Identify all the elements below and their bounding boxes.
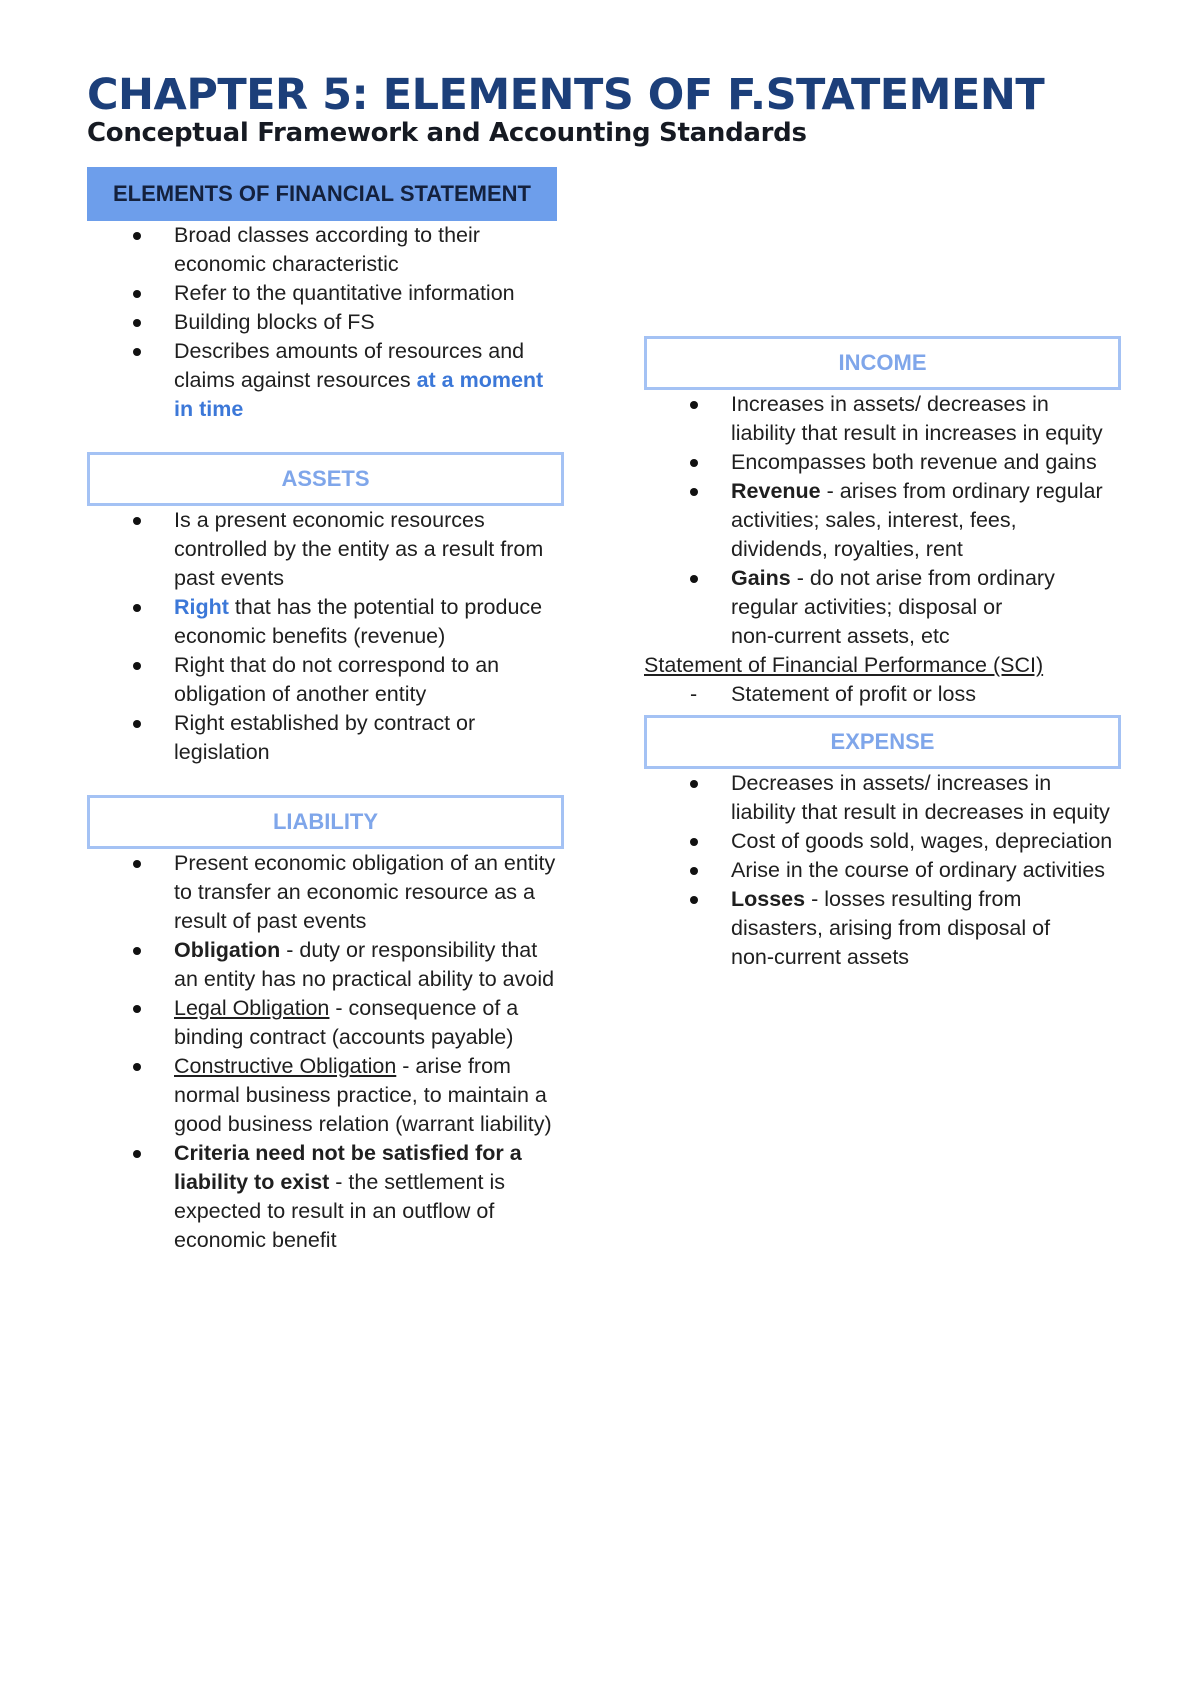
income-list bbox=[644, 390, 1129, 651]
item-text: economic benefits (revenue) bbox=[174, 624, 446, 648]
list-item bbox=[87, 308, 567, 337]
item-text: - arise from bbox=[396, 1054, 511, 1078]
item-text: liability that result in increases in equity bbox=[731, 421, 1103, 445]
item-text: Cost of goods sold, wages, depreciation bbox=[731, 829, 1113, 853]
item-text: Increases in assets/ decreases in bbox=[731, 392, 1049, 416]
list-item bbox=[87, 994, 567, 1052]
item-text: controlled by the entity as a result from bbox=[174, 537, 544, 561]
item-key: Right bbox=[174, 595, 229, 619]
list-item bbox=[87, 709, 567, 767]
list-item bbox=[644, 564, 1129, 651]
item-text: regular activities; disposal or bbox=[731, 595, 1003, 619]
list-item bbox=[644, 885, 1129, 972]
item-text: legislation bbox=[174, 740, 270, 764]
item-text: to transfer an economic resource as a bbox=[174, 880, 535, 904]
assets-list bbox=[87, 506, 567, 767]
item-key: Losses bbox=[731, 887, 806, 911]
page-subtitle: Conceptual Framework and Accounting Standards bbox=[87, 118, 807, 148]
item-text: - the settlement is bbox=[329, 1170, 505, 1194]
item-text: liability that result in decreases in equity bbox=[731, 800, 1110, 824]
liability-heading: LIABILITY bbox=[87, 795, 564, 849]
list-item bbox=[87, 593, 567, 651]
item-text: normal business practice, to maintain a bbox=[174, 1083, 547, 1107]
expense-list bbox=[644, 769, 1129, 972]
list-item bbox=[644, 477, 1129, 564]
list-item bbox=[87, 1139, 567, 1255]
sci-title: Statement of Financial Performance (SCI) bbox=[644, 653, 1044, 677]
item-key: Legal Obligation bbox=[174, 996, 330, 1020]
list-item bbox=[87, 279, 567, 308]
income-heading: INCOME bbox=[644, 336, 1121, 390]
sci-item bbox=[644, 680, 1129, 709]
item-text: an entity has no practical ability to avoid bbox=[174, 967, 555, 991]
item-text: - do not arise from ordinary bbox=[790, 566, 1055, 590]
item-text: - losses resulting from bbox=[805, 887, 1022, 911]
item-key: Criteria need not be satisfied for a bbox=[174, 1141, 522, 1165]
item-text: - duty or responsibility that bbox=[280, 938, 538, 962]
list-item bbox=[87, 1052, 567, 1139]
item-text: Refer to the quantitative information bbox=[174, 281, 515, 305]
item-text: Encompasses both revenue and gains bbox=[731, 450, 1097, 474]
expense-heading: EXPENSE bbox=[644, 715, 1121, 769]
elements-list bbox=[87, 221, 567, 424]
item-text: past events bbox=[174, 566, 284, 590]
item-text: Arise in the course of ordinary activities bbox=[731, 858, 1106, 882]
list-item bbox=[87, 337, 567, 424]
item-text: activities; sales, interest, fees, bbox=[731, 508, 1017, 532]
page-title: CHAPTER 5: ELEMENTS OF F.STATEMENT bbox=[87, 70, 1045, 120]
list-item bbox=[87, 506, 567, 593]
list-item bbox=[87, 936, 567, 994]
item-key: liability to exist bbox=[174, 1170, 330, 1194]
item-text: economic benefit bbox=[174, 1228, 337, 1252]
item-text: expected to result in an outflow of bbox=[174, 1199, 495, 1223]
item-text: - arises from ordinary regular bbox=[820, 479, 1103, 503]
item-text: economic characteristic bbox=[174, 252, 399, 276]
dash-bullet: - bbox=[690, 682, 698, 706]
item-text: Is a present economic resources bbox=[174, 508, 485, 532]
right-column bbox=[644, 336, 1129, 972]
item-text: that has the potential to produce bbox=[228, 595, 543, 619]
highlight-text: in time bbox=[174, 397, 244, 421]
item-text: claims against resources bbox=[174, 368, 417, 392]
item-key: Gains bbox=[731, 566, 791, 590]
item-text: Describes amounts of resources and bbox=[174, 339, 525, 363]
liability-list bbox=[87, 849, 567, 1255]
elements-heading: ELEMENTS OF FINANCIAL STATEMENT bbox=[87, 167, 557, 221]
item-text: Right established by contract or bbox=[174, 711, 476, 735]
item-text: good business relation (warrant liability) bbox=[174, 1112, 552, 1136]
item-text: binding contract (accounts payable) bbox=[174, 1025, 514, 1049]
item-text: disasters, arising from disposal of bbox=[731, 916, 1051, 940]
list-item bbox=[87, 849, 567, 936]
item-key: Constructive Obligation bbox=[174, 1054, 397, 1078]
item-text: non-current assets, etc bbox=[731, 624, 950, 648]
item-text: Right that do not correspond to an bbox=[174, 653, 500, 677]
item-key: Revenue bbox=[731, 479, 821, 503]
item-text: dividends, royalties, rent bbox=[731, 537, 963, 561]
list-item bbox=[644, 856, 1129, 885]
item-text: non-current assets bbox=[731, 945, 910, 969]
list-item bbox=[644, 769, 1129, 827]
list-item bbox=[644, 827, 1129, 856]
item-text: Broad classes according to their bbox=[174, 223, 480, 247]
list-item bbox=[644, 448, 1129, 477]
item-key: Obligation bbox=[174, 938, 281, 962]
highlight-text: at a moment bbox=[416, 368, 544, 392]
list-item bbox=[87, 651, 567, 709]
assets-heading: ASSETS bbox=[87, 452, 564, 506]
list-item bbox=[87, 221, 567, 279]
item-text: Decreases in assets/ increases in bbox=[731, 771, 1052, 795]
left-column bbox=[87, 167, 567, 1255]
item-text: - consequence of a bbox=[329, 996, 519, 1020]
item-text: obligation of another entity bbox=[174, 682, 427, 706]
item-text: Building blocks of FS bbox=[174, 310, 375, 334]
item-text: Present economic obligation of an entity bbox=[174, 851, 556, 875]
item-text: result of past events bbox=[174, 909, 367, 933]
list-item bbox=[644, 390, 1129, 448]
item-text: Statement of profit or loss bbox=[731, 682, 976, 706]
